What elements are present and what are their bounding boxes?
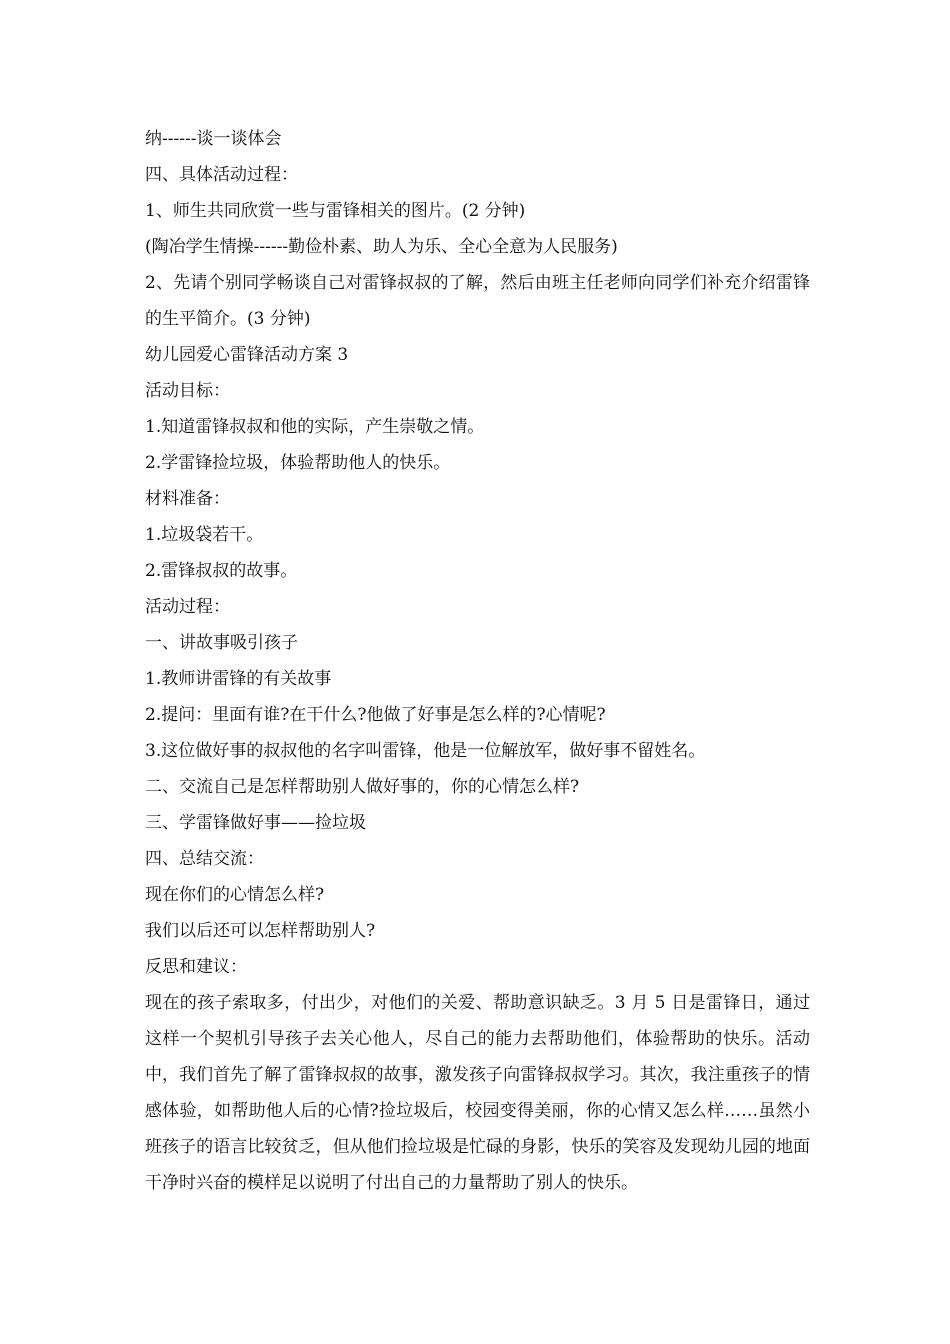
section-heading: 三、学雷锋做好事——捡垃圾 (145, 813, 366, 833)
document-title: 幼儿园爱心雷锋活动方案 3 (145, 345, 349, 365)
section-heading: 四、总结交流： (145, 849, 264, 869)
section-heading: 活动过程： (145, 597, 230, 617)
list-item: 3.这位做好事的叔叔他的名字叫雷锋，他是一位解放军，做好事不留姓名。 (145, 741, 706, 761)
text-line: 现在你们的心情怎么样? (145, 885, 325, 905)
text-line: 1、师生共同欣赏一些与雷锋相关的图片。(2 分钟) (145, 201, 526, 221)
section-heading: 反思和建议： (145, 957, 247, 977)
section-heading: 四、具体活动过程： (145, 165, 298, 185)
list-item: 2.学雷锋捡垃圾，体验帮助他人的快乐。 (145, 453, 451, 473)
document-body (145, 121, 810, 1201)
text-line: (陶冶学生情操------勤俭朴素、助人为乐、全心全意为人民服务) (145, 237, 618, 257)
list-item: 2.雷锋叔叔的故事。 (145, 561, 298, 581)
text-line: 我们以后还可以怎样帮助别人? (145, 921, 376, 941)
text-line: 纳------谈一谈体会 (145, 129, 282, 149)
section-heading: 二、交流自己是怎样帮助别人做好事的，你的心情怎么样? (145, 777, 580, 797)
paragraph: 2、先请个别同学畅谈自己对雷锋叔叔的了解，然后由班主任老师向同学们补充介绍雷锋的生平简介。(3 分钟) (145, 273, 810, 329)
list-item: 1.垃圾袋若干。 (145, 525, 264, 545)
list-item: 1.教师讲雷锋的有关故事 (145, 669, 332, 689)
list-item: 2.提问：里面有谁?在干什么?他做了好事是怎么样的?心情呢? (145, 705, 606, 725)
section-heading: 一、讲故事吸引孩子 (145, 633, 298, 653)
list-item: 1.知道雷锋叔叔和他的实际，产生崇敬之情。 (145, 417, 485, 437)
section-heading: 材料准备： (145, 489, 230, 509)
paragraph: 现在的孩子索取多，付出少，对他们的关爱、帮助意识缺乏。3 月 5 日是雷锋日，通过这样一个契机引导孩子去关心他人，尽自己的能力去帮助他们，体验帮助的快乐。活动中，我们首先了解了雷锋叔叔的故事，激发孩子向雷锋叔叔学习。其次，我注重孩子的情感体验，如帮助他人后的心情?捡垃圾后，校园变得美丽，你的心情又怎么样……虽然小班孩子的语言比较贫乏，但从他们捡垃圾是忙碌的身影，快乐的笑容及发现幼儿园的地面干净时兴奋的模样足以说明了付出自己的力量帮助了别人的快乐。 (145, 993, 810, 1193)
section-heading: 活动目标： (145, 381, 230, 401)
